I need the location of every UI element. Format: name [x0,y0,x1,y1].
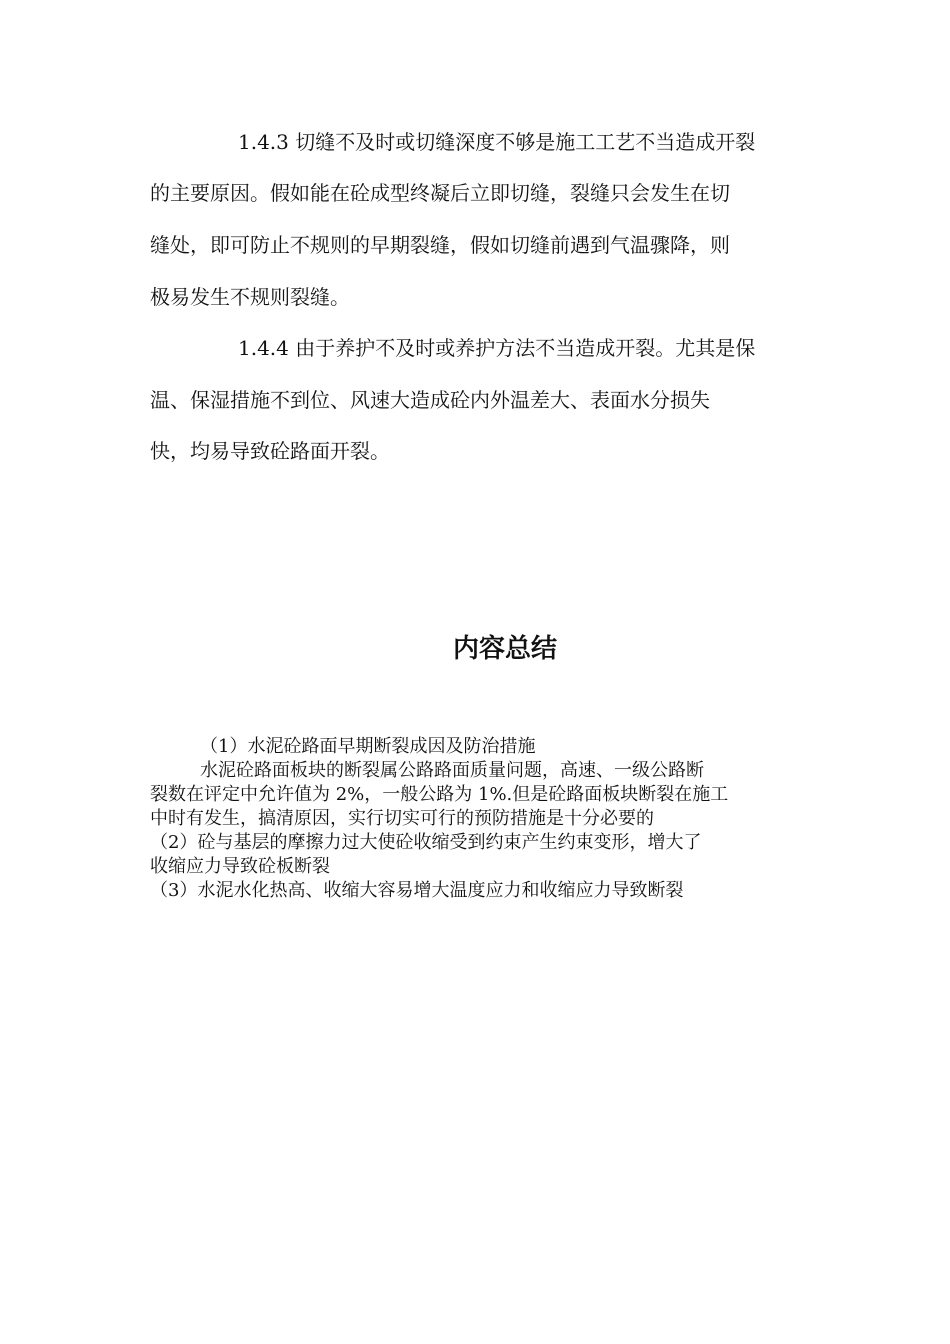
paragraph-2-line-1: 1.4.4 由于养护不及时或养护方法不当造成开裂。尤其是保 [238,336,756,360]
paragraph-1-line-1: 1.4.3 切缝不及时或切缝深度不够是施工工艺不当造成开裂 [238,130,756,154]
summary-title: 内容总结 [452,634,557,664]
paragraph-2-line-2: 温、保湿措施不到位、风速大造成砼内外温差大、表面水分损失 [150,388,710,412]
paragraph-1-line-4: 极易发生不规则裂缝。 [150,285,350,309]
summary-line-3: 裂数在评定中允许值为 2%，一般公路为 1%.但是砼路面板块断裂在施工 [150,784,729,805]
summary-line-4: 中时有发生，搞清原因，实行切实可行的预防措施是十分必要的 [150,808,654,829]
summary-line-6: 收缩应力导致砼板断裂 [150,856,330,877]
paragraph-2-line-3: 快，均易导致砼路面开裂。 [150,439,390,463]
paragraph-1-line-3: 缝处，即可防止不规则的早期裂缝，假如切缝前遇到气温骤降，则 [150,233,730,257]
summary-line-1: （1）水泥砼路面早期断裂成因及防治措施 [200,736,536,757]
summary-line-7: （3）水泥水化热高、收缩大容易增大温度应力和收缩应力导致断裂 [150,880,684,901]
paragraph-1-line-2: 的主要原因。假如能在砼成型终凝后立即切缝，裂缝只会发生在切 [150,181,730,205]
summary-line-2: 水泥砼路面板块的断裂属公路路面质量问题，高速、一级公路断 [200,760,704,781]
summary-line-5: （2）砼与基层的摩擦力过大使砼收缩受到约束产生约束变形，增大了 [150,832,702,853]
